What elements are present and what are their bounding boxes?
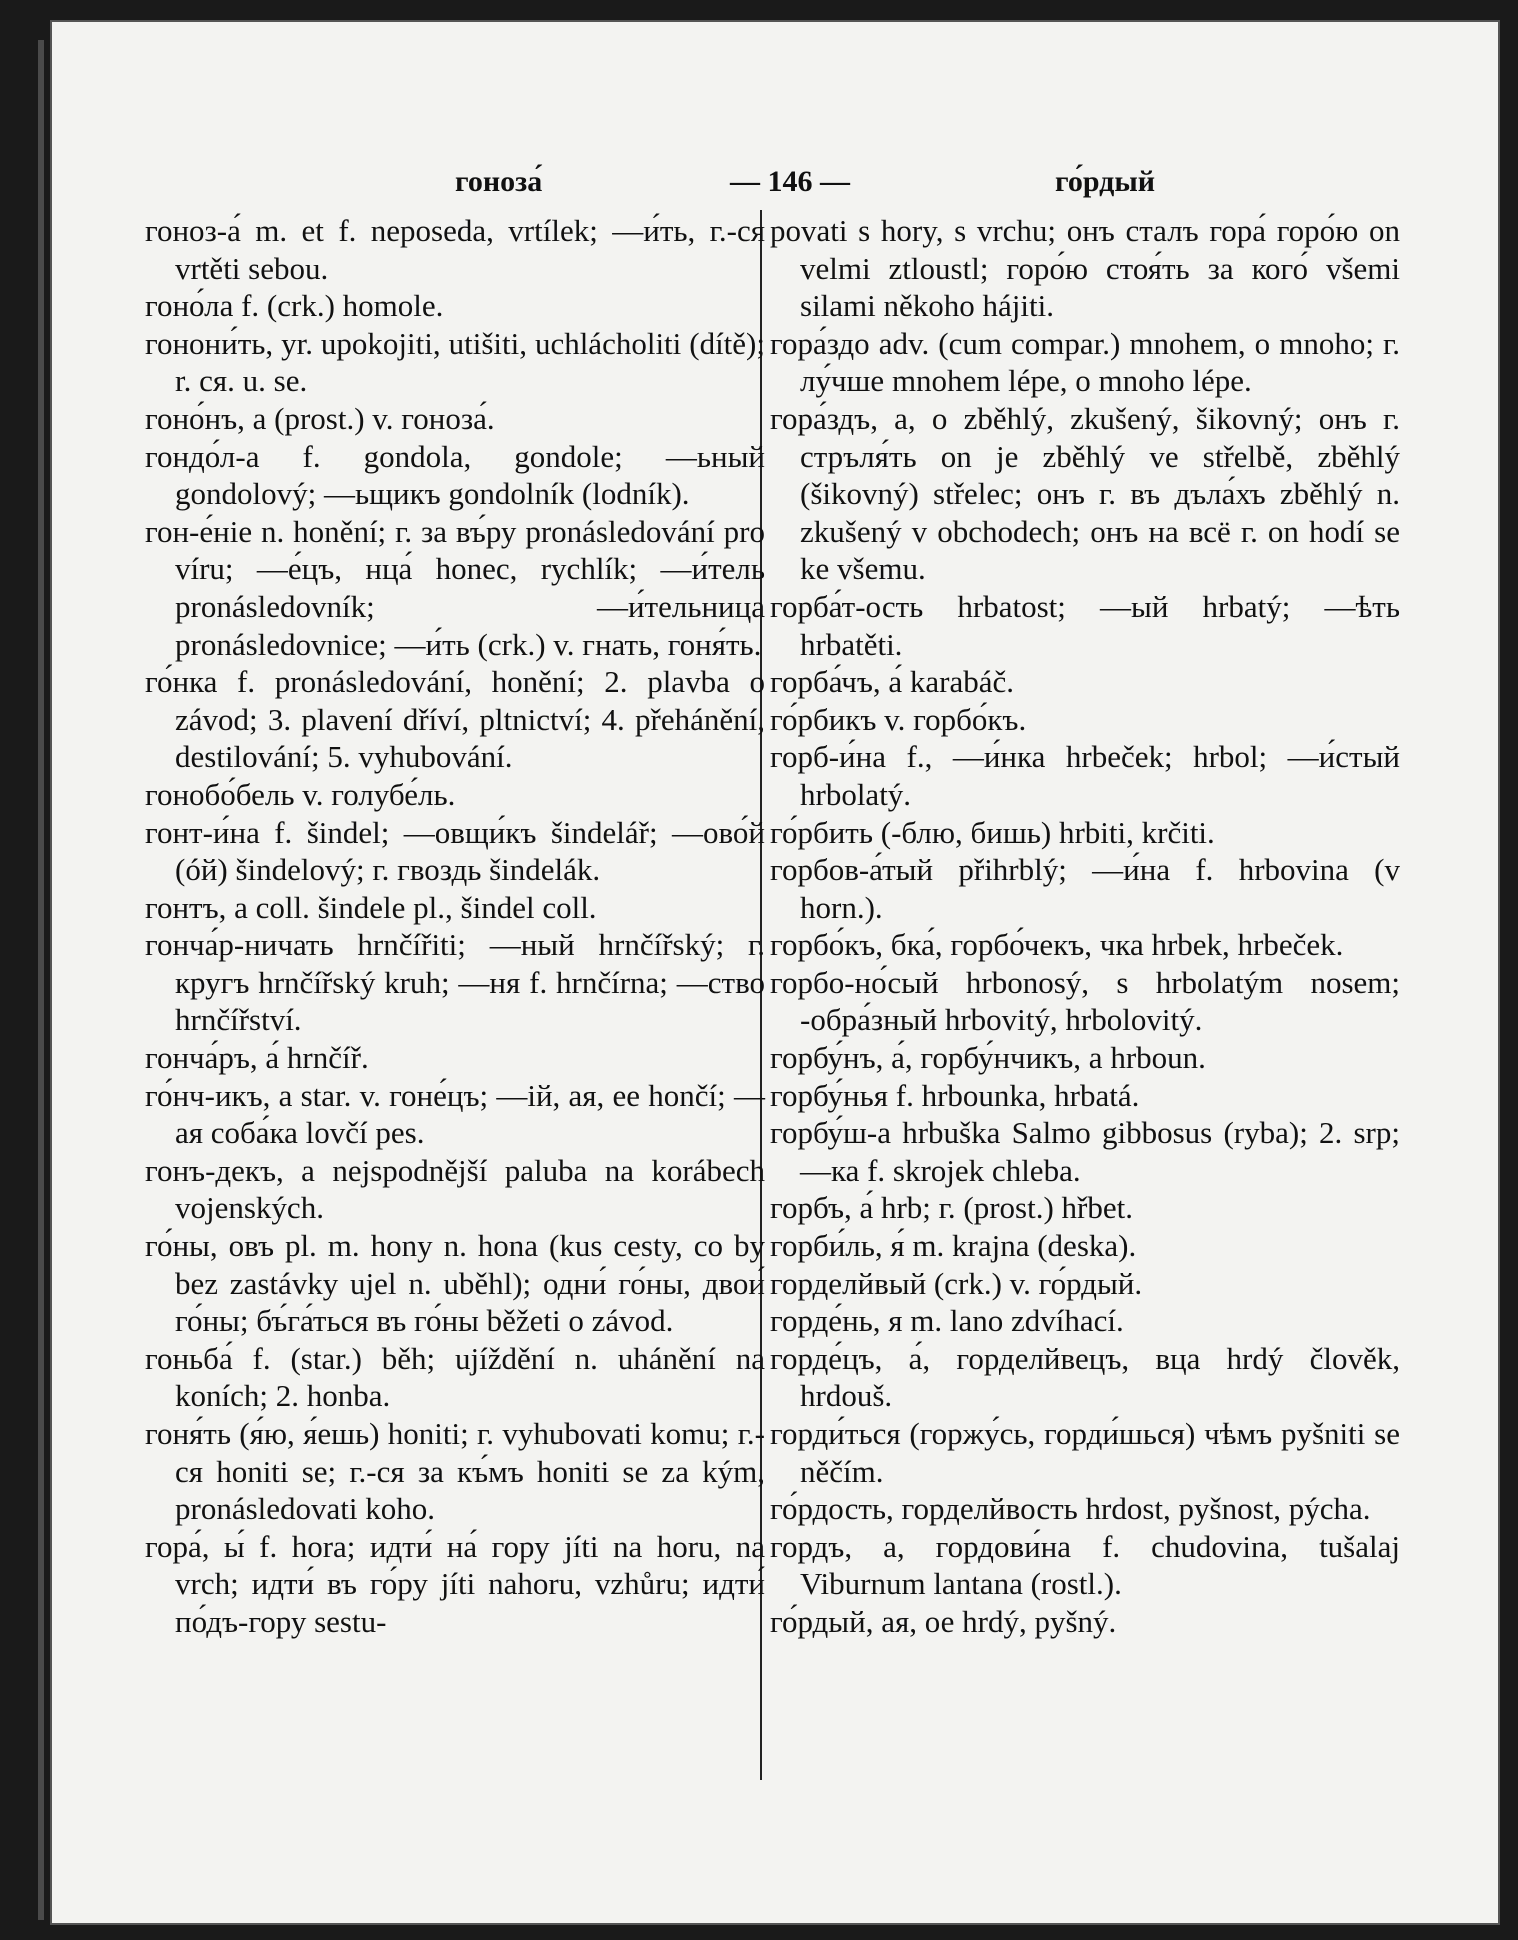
dictionary-entry: горди́ться (горжу́сь, горди́шься) чѣмъ pyšniti se něčím. [770, 1416, 1400, 1489]
dictionary-entry: горби́ль, я́ m. krajna (deska). [770, 1228, 1137, 1264]
dictionary-entry: горба́т-ость hrbatost; —ый hrbatý; —ѣть hrbatěti. [770, 588, 1400, 662]
dictionary-entry: го́рдость, горделйвость hrdost, pyšnost, pýcha. [770, 1491, 1371, 1527]
dictionary-entry: горде́цъ, а́, горделйвецъ, вца hrdý člověk, hrdouš. [770, 1340, 1400, 1414]
page-spine-shadow [38, 40, 44, 1920]
dictionary-entry: гонъ-декъ, а nejspodnější paluba na korábech vojenských. [145, 1152, 765, 1226]
dictionary-entry: го́рбикъ v. горбо́къ. [770, 701, 1027, 737]
dictionary-entry: горде́нь, я m. lano zdvíhací. [770, 1303, 1124, 1339]
dictionary-entry: горделйвый (crk.) v. го́рдый. [770, 1265, 1143, 1301]
dictionary-entry: горбу́нья f. hrbounka, hrbatá. [770, 1077, 1140, 1113]
dictionary-entry: гонобо́бель v. голубе́ль. [145, 776, 456, 812]
dictionary-entry: гоноз-а́ m. et f. neposeda, vrtílek; —и́ть, г.-ся vrtěti sebou. [145, 213, 765, 286]
dictionary-entry: горб-и́на f., —и́нка hrbeček; hrbol; —и́стый hrbolatý. [770, 739, 1400, 812]
dictionary-entry: горба́чъ, а́ karabáč. [770, 664, 1014, 700]
dictionary-entry: горбо-но́сый hrbonosý, s hrbolatým nosem; -обра́зный hrbovitý, hrbolovitý. [770, 964, 1400, 1038]
dictionary-entry: гонони́ть, yr. upokojiti, utišiti, uchlácholiti (dítě); r. ся. u. se. [145, 325, 765, 399]
header-left-guide-word: гоноза́ [455, 165, 543, 198]
dictionary-entry: го́нч-икъ, а star. v. гоне́цъ; —ій, ая, ее hončí; —ая соба́ка lovčí pes. [145, 1077, 765, 1151]
dictionary-entry: гоня́ть (я́ю, я́ешь) honiti; г. vyhubovati komu; г.-ся honiti se; г.-ся за къ́мъ honiti se za kým, pronásledovati koho. [145, 1416, 765, 1527]
dictionary-entry: го́рдый, ая, ое hrdý, pyšný. [770, 1603, 1117, 1639]
dictionary-entry: горбу́ш-а hrbuška Salmo gibbosus (ryba); 2. srp; —ка f. skrojek chleba. [770, 1115, 1400, 1188]
left-column [145, 212, 765, 1641]
dictionary-entry: гонтъ, а coll. šindele pl., šindel coll. [145, 889, 597, 925]
dictionary-entry: го́нка f. pronásledování, honění; 2. plavba o závod; 3. plavení dříví, pltnictví; 4. přehánění, destilování; 5. vyhubování. [145, 664, 765, 775]
page-header [50, 165, 1500, 205]
dictionary-entry: гоньба́ f. (star.) běh; ujíždění n. uhánění na koních; 2. honba. [145, 1340, 765, 1414]
dictionary-entry: гондо́л-а f. gondola, gondole; —ьный gondolový; —ьщикъ gondolník (lodník). [145, 438, 765, 512]
dictionary-entry: гонча́ръ, а́ hrnčíř. [145, 1040, 369, 1076]
right-column [770, 212, 1400, 1641]
dictionary-entry: го́рбить (-блю, бишь) hrbiti, krčiti. [770, 814, 1215, 850]
dictionary-entry: гоно́нъ, а (prost.) v. гоноза́. [145, 400, 495, 436]
dictionary-entry: гонча́р-ничать hrnčířiti; —ный hrnčířský; г. кругъ hrnčířský kruh; —ня f. hrnčírna; —ство hrnčířství. [145, 927, 765, 1038]
dictionary-entry: гоно́ла f. (crk.) homole. [145, 288, 444, 324]
dictionary-entry: гон-е́ніе n. honění; г. за въ́ру pronásledování pro víru; —е́цъ, нца́ honec, rychlík; —и́тель pronásledovník; —и́тельница pronásledovnice; —и́ть (crk.) v. гнать, гоня́ть. [145, 513, 765, 662]
dictionary-entry: гора́здо adv. (cum compar.) mnohem, o mnoho; г. лу́чше mnohem lépe, o mnoho lépe. [770, 325, 1400, 399]
header-right-guide-word: го́рдый [1055, 165, 1156, 198]
dictionary-entry: гордъ, а, гордови́на f. chudovina, tušalaj Viburnum lantana (rostl.). [770, 1528, 1400, 1602]
dictionary-entry: горбу́нъ, а́, горбу́нчикъ, а hrboun. [770, 1040, 1206, 1076]
dictionary-entry: горбов-а́тый přihrblý; —и́на f. hrbovina (v horn.). [770, 852, 1400, 925]
dictionary-entry: гора́здъ, а, о zběhlý, zkušený, šikovný; онъ г. стръля́ть on je zběhlý ve střelbě, zběhlý (šikovný) střelec; онъ г. въ дъла́хъ zběhlý n. zkušený v obchodech; онъ на всё г. on hodí se ke všemu. [770, 400, 1400, 587]
dictionary-entry: горбо́къ, бка́, горбо́чекъ, чка hrbek, hrbeček. [770, 927, 1344, 963]
dictionary-entry: го́ны, овъ pl. m. hony n. hona (kus cesty, co by bez zastávky ujel n. uběhl); одни́ го́ны, двои́ го́ны; бъ́га́ться въ го́ны běžeti o závod. [145, 1228, 765, 1339]
dictionary-entry: гонт-и́на f. šindel; —овщи́къ šindelář; —ово́й (óй) šindelový; г. гвоздь šindelák. [145, 814, 765, 888]
dictionary-entry: гора́, ы́ f. hora; идти́ на́ гору jíti na horu, na vrch; идти́ въ го́ру jíti nahoru, vzhůru; идти́ по́дъ-гору sestu- [145, 1528, 765, 1639]
page-number: — 146 — [730, 165, 850, 198]
dictionary-entry: povati s hory, s vrchu; онъ сталъ гора́ горо́ю on velmi ztloustl; горо́ю стоя́ть за кого́ všemi silami někoho hájiti. [770, 213, 1400, 324]
dictionary-entry: горбъ, а́ hrb; г. (prost.) hřbet. [770, 1190, 1133, 1226]
